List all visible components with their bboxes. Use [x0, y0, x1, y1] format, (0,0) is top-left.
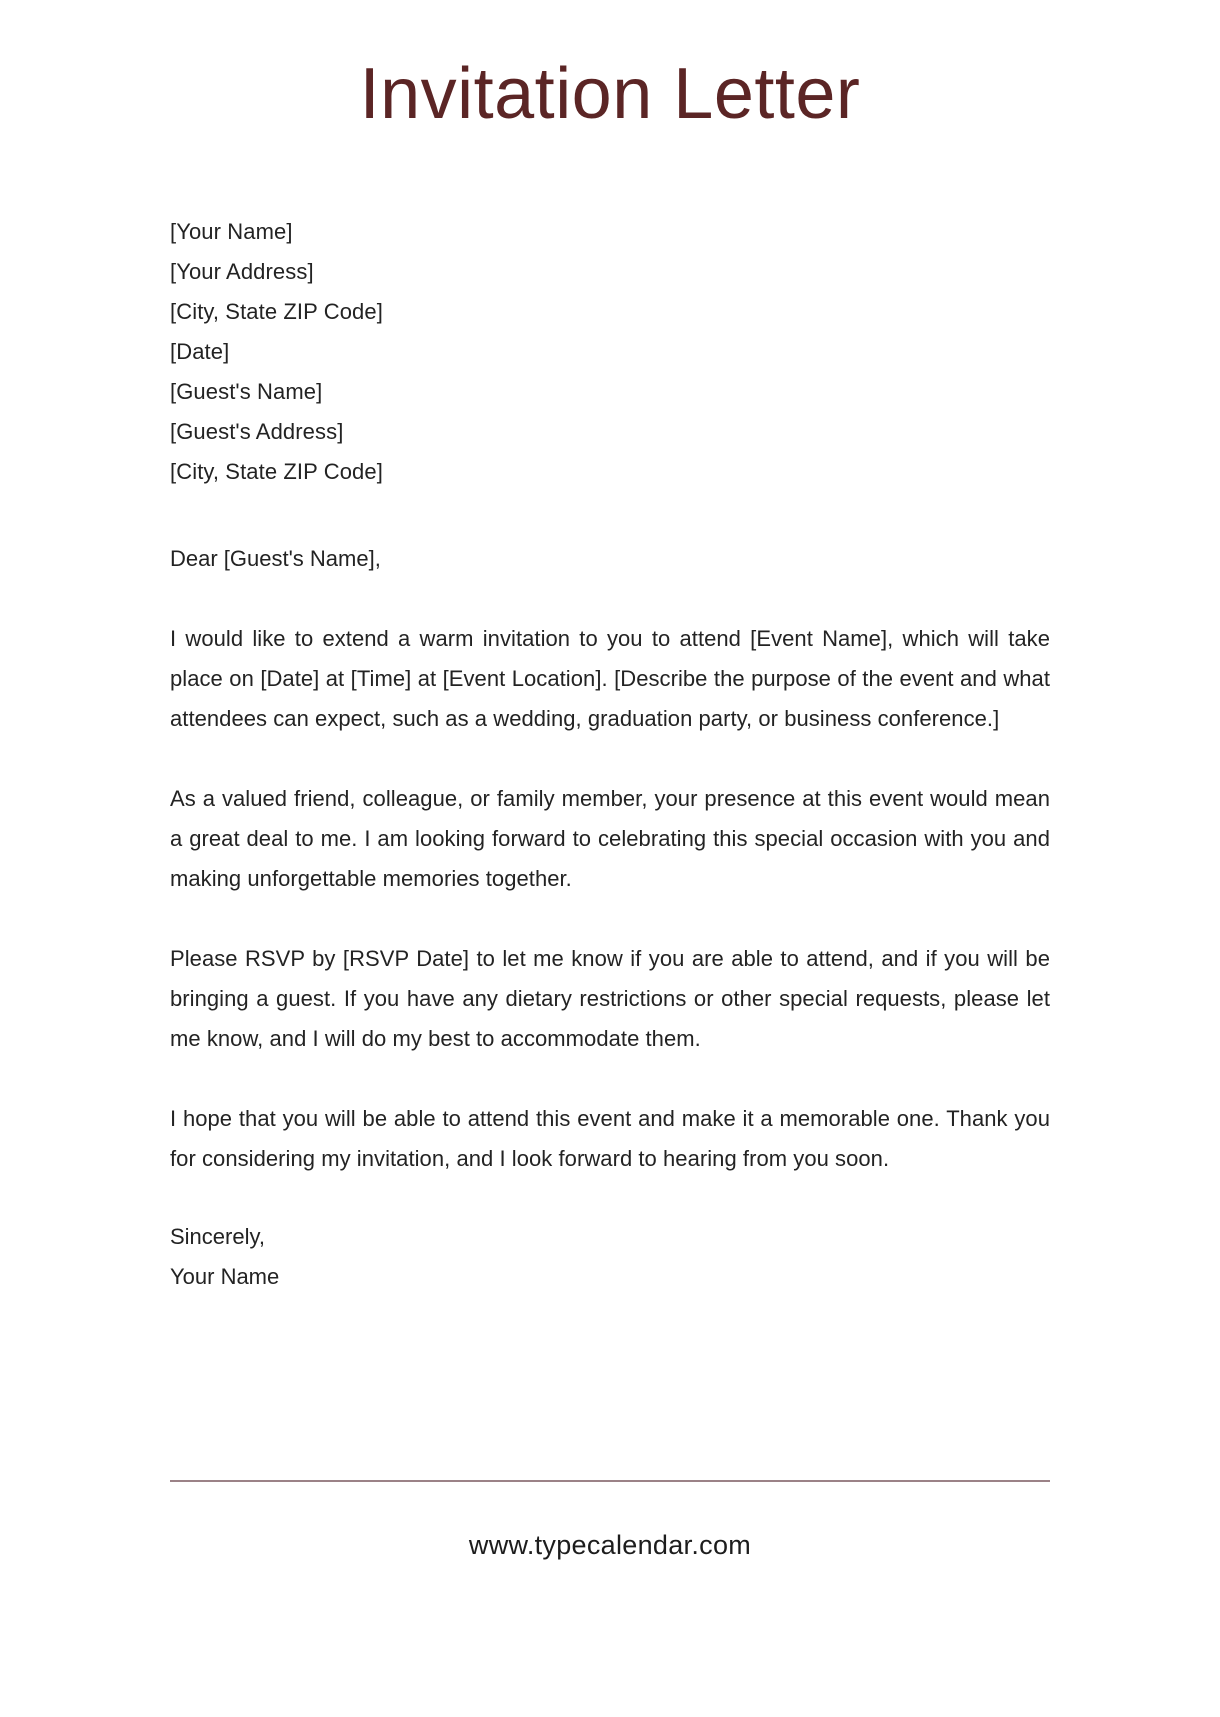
- page-title: Invitation Letter: [359, 54, 861, 134]
- body-paragraph-4: I hope that you will be able to attend this event and make it a memorable one. Thank you for considering my invitation, and I look forward to hearing from you soon.: [170, 1106, 1050, 1172]
- sender-name-line: [Your Name]: [170, 219, 293, 245]
- guest-city-line: [City, State ZIP Code]: [170, 459, 383, 485]
- guest-address-line: [Guest's Address]: [170, 419, 344, 445]
- signature-name: Your Name: [170, 1264, 280, 1290]
- website-url: www.typecalendar.com: [468, 1530, 752, 1560]
- footer-divider: [170, 1480, 1050, 1482]
- letter-body: [170, 134, 1050, 1297]
- sender-address-line: [Your Address]: [170, 259, 314, 285]
- body-paragraph-2: As a valued friend, colleague, or family member, your presence at this event would mean a great deal to me. I am looking forward to celebrating this special occasion with you and making unforgettable memories together.: [170, 786, 1050, 892]
- salutation-line: Dear [Guest's Name],: [170, 546, 381, 572]
- date-line: [Date]: [170, 339, 230, 365]
- body-paragraph-3: Please RSVP by [RSVP Date] to let me know if you are able to attend, and if you will be bringing a guest. If you have any dietary restrictions or other special requests, please let me know, and I will do my best to accommodate them.: [170, 946, 1050, 1052]
- address-block: [170, 212, 1050, 492]
- closing-block: [170, 1217, 1050, 1297]
- sender-city-line: [City, State ZIP Code]: [170, 299, 383, 325]
- guest-name-line: [Guest's Name]: [170, 379, 323, 405]
- page-footer: [0, 1480, 1220, 1561]
- body-paragraph-1: I would like to extend a warm invitation to you to attend [Event Name], which will take place on [Date] at [Time] at [Event Location]. [Describe the purpose of the event and what attendees can expect, such as a wedding, graduation party, or business conference.]: [170, 626, 1050, 732]
- valediction: Sincerely,: [170, 1224, 265, 1250]
